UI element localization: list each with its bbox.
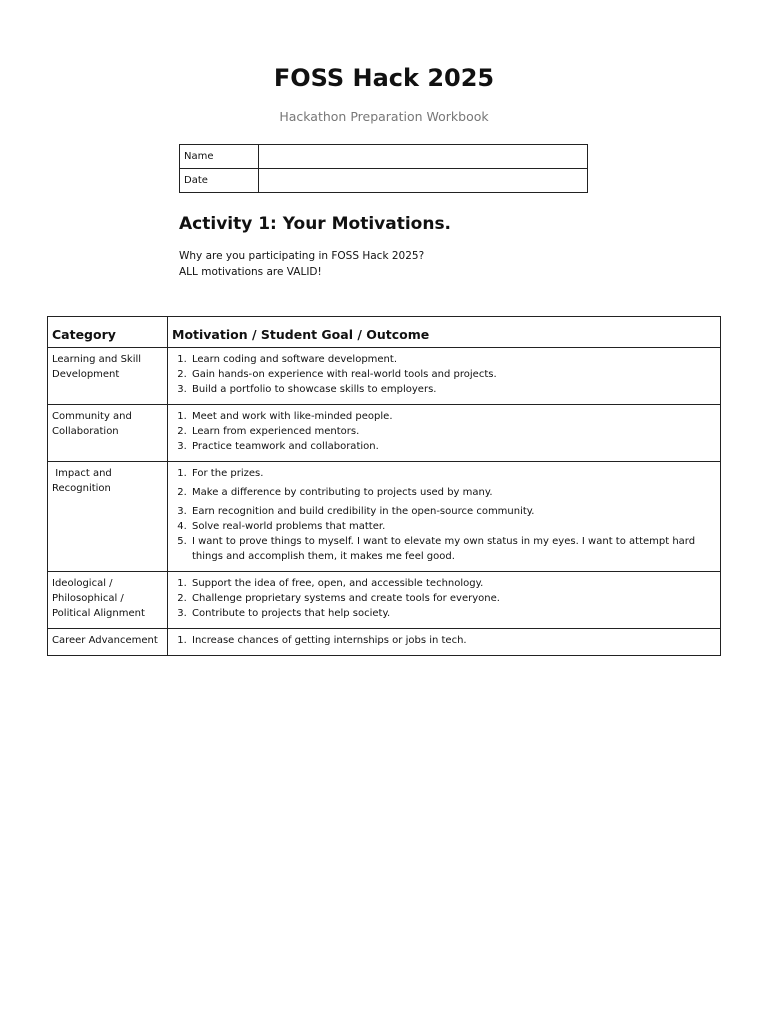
motivation-cell <box>168 572 721 629</box>
intro-line: Why are you participating in FOSS Hack 2025? <box>179 250 425 262</box>
category-cell: Community and Collaboration <box>48 405 168 462</box>
motivation-item: 1. Increase chances of getting internships or jobs in tech. <box>190 633 716 648</box>
table-header-row <box>48 317 721 348</box>
motivation-list <box>172 576 716 621</box>
date-label: Date <box>180 169 259 193</box>
table-row <box>48 572 721 629</box>
motivation-item: 2. Challenge proprietary systems and create tools for everyone. <box>190 591 716 606</box>
motivation-list <box>172 633 716 648</box>
motivation-cell <box>168 348 721 405</box>
table-row <box>48 462 721 572</box>
document-subtitle: Hackathon Preparation Workbook <box>279 109 489 124</box>
intro-line: ALL motivations are VALID! <box>179 266 322 278</box>
table-row <box>48 405 721 462</box>
motivation-item: 1. Support the idea of free, open, and accessible technology. <box>190 576 716 591</box>
motivation-item: 3. Build a portfolio to showcase skills to employers. <box>190 382 716 397</box>
motivation-item: 5. I want to prove things to myself. I want to elevate my own status in my eyes. I want to attempt hard things and accomplish them, it makes me feel good. <box>190 534 716 564</box>
motivation-item: 1. Learn coding and software development. <box>190 352 716 367</box>
table-row <box>48 348 721 405</box>
activity-heading: Activity 1: Your Motivations. <box>179 214 452 234</box>
category-cell: Career Advancement <box>48 629 168 656</box>
name-label: Name <box>180 145 259 169</box>
motivation-item: 2. Make a difference by contributing to projects used by many. <box>190 485 716 500</box>
motivation-cell <box>168 462 721 572</box>
category-cell: Impact and Recognition <box>48 462 168 572</box>
motivation-item: 2. Learn from experienced mentors. <box>190 424 716 439</box>
column-header-category: Category <box>48 317 168 348</box>
motivation-list <box>172 409 716 454</box>
motivations-table <box>47 316 721 656</box>
name-date-table <box>179 144 588 193</box>
name-row <box>180 145 588 169</box>
category-cell: Ideological / Philosophical / Political Alignment <box>48 572 168 629</box>
motivation-list <box>172 352 716 397</box>
activity-intro <box>179 248 424 280</box>
motivation-item: 1. Meet and work with like-minded people. <box>190 409 716 424</box>
motivation-item: 3. Earn recognition and build credibility in the open-source community. <box>190 504 716 519</box>
motivation-item: 3. Practice teamwork and collaboration. <box>190 439 716 454</box>
motivation-item: 1. For the prizes. <box>190 466 716 481</box>
date-field[interactable] <box>259 169 588 193</box>
motivation-list <box>172 466 716 564</box>
table-row <box>48 629 721 656</box>
category-cell: Learning and Skill Development <box>48 348 168 405</box>
column-header-motivation: Motivation / Student Goal / Outcome <box>168 317 721 348</box>
date-row <box>180 169 588 193</box>
document-title: FOSS Hack 2025 <box>273 64 495 92</box>
motivation-item: 4. Solve real-world problems that matter. <box>190 519 716 534</box>
motivation-item: 3. Contribute to projects that help society. <box>190 606 716 621</box>
motivation-cell <box>168 405 721 462</box>
motivation-item: 2. Gain hands-on experience with real-world tools and projects. <box>190 367 716 382</box>
motivation-cell <box>168 629 721 656</box>
name-field[interactable] <box>259 145 588 169</box>
